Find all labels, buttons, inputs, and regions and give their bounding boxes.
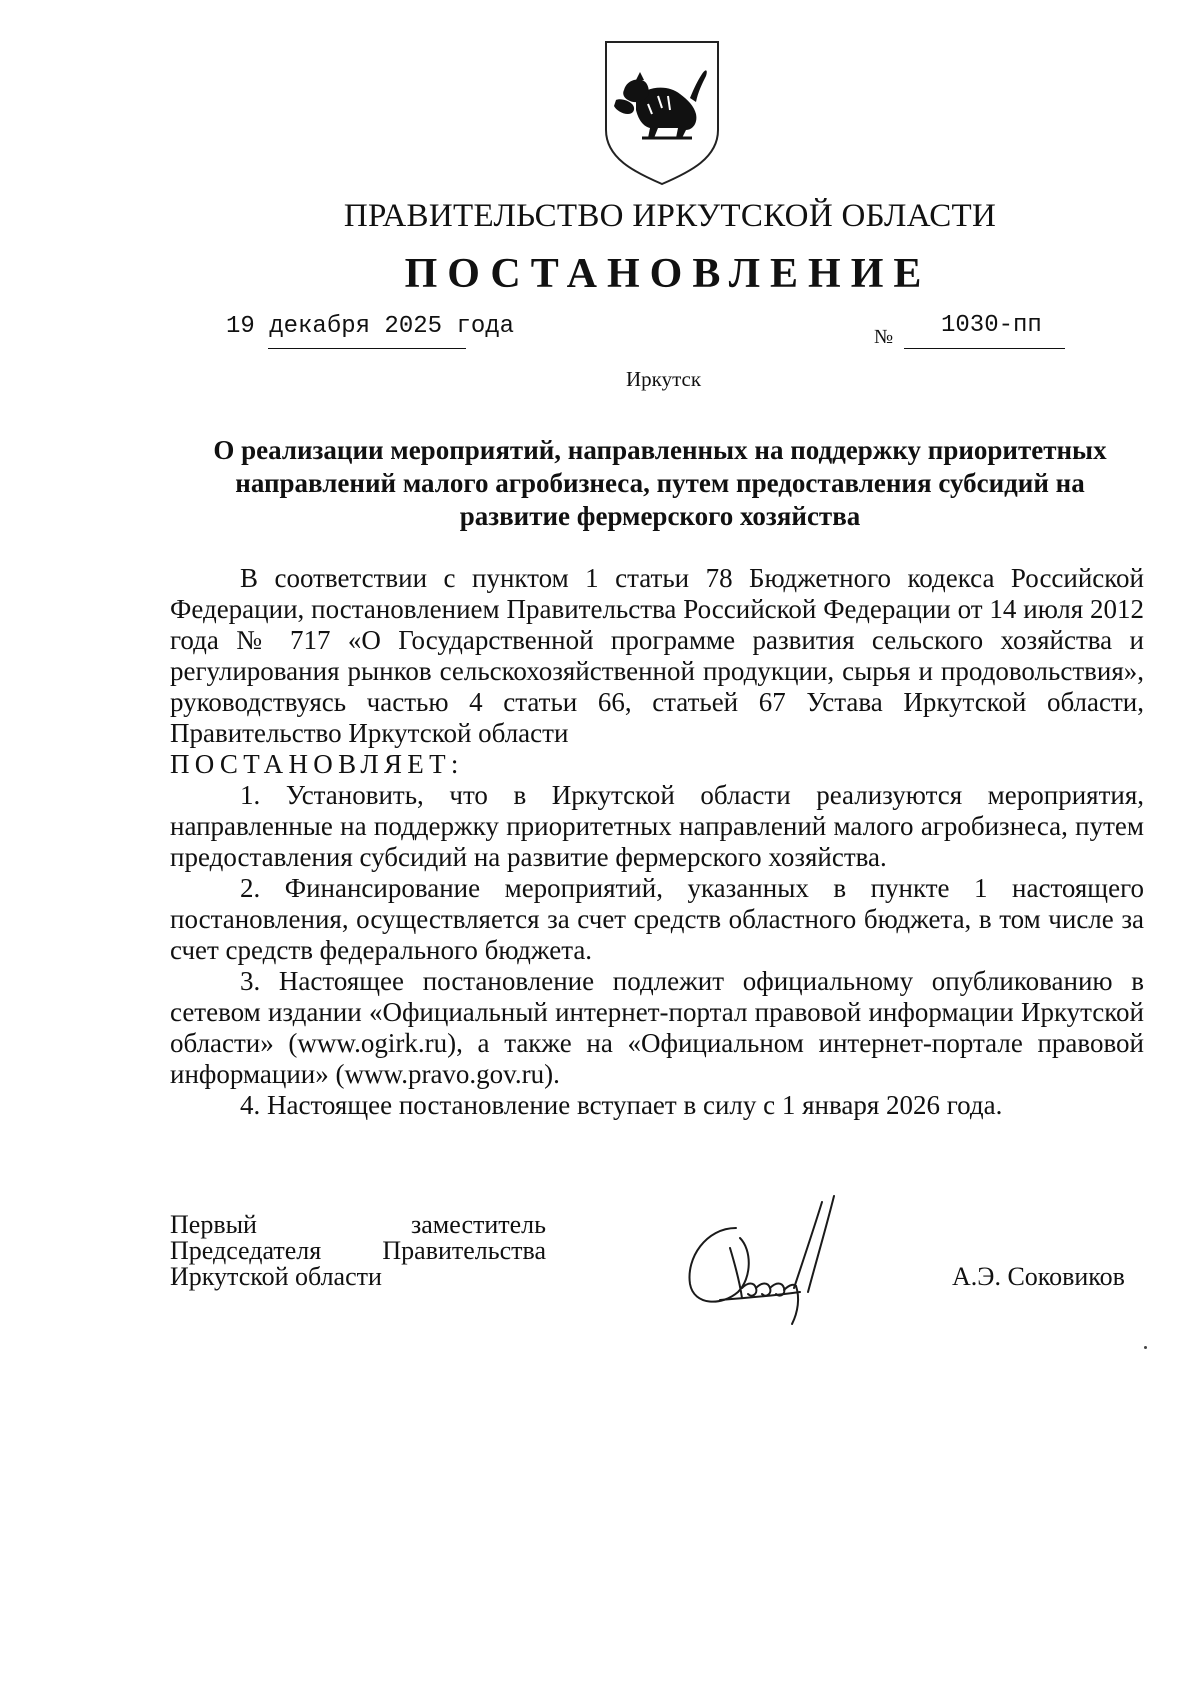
government-title: ПРАВИТЕЛЬСТВО ИРКУТСКОЙ ОБЛАСТИ [343, 198, 997, 234]
coat-of-arms-icon [602, 38, 722, 186]
clause-paragraph: 4. Настоящее постановление вступает в силу с 1 января 2026 года. [240, 1090, 1003, 1120]
document-number: 1030-пп [941, 312, 1042, 339]
position-line: Первый заместитель [170, 1210, 546, 1239]
signatory-name: А.Э. Соковиков [952, 1262, 1125, 1291]
document-date: 19 декабря 2025 года [226, 313, 515, 340]
subject-line: О реализации мероприятий, направленных на поддержку приоритетных [213, 435, 1107, 465]
city: Иркутск [626, 367, 702, 391]
document-subject [170, 434, 1150, 533]
clause-paragraph: 2. Финансирование мероприятий, указанных в пункте 1 настоящего постановления, осуществляется за счет средств областного бюджета, в том числе за счет средств федерального бюджета. [170, 873, 1144, 965]
number-underline [904, 348, 1065, 349]
number-sign: № [874, 326, 894, 348]
position-line: Председателя Правительства [170, 1236, 546, 1265]
document-type: ПОСТАНОВЛЕНИЕ [404, 251, 932, 297]
clause-paragraph: 3. Настоящее постановление подлежит официальному опубликованию в сетевом издании «Официальный интернет-портал правовой информации Иркутской области» (www.ogirk.ru), а также на «Официальном интернет-портале правовой информации» (www.pravo.gov.ru). [170, 966, 1144, 1089]
scan-speck [1144, 1346, 1147, 1349]
resolves-heading: ПОСТАНОВЛЯЕТ: [170, 749, 464, 779]
position-line: Иркутской области [170, 1262, 382, 1291]
preamble-paragraph: В соответствии с пунктом 1 статьи 78 Бюджетного кодекса Российской Федерации, постановлением Правительства Российской Федерации от 14 июля 2012 года № 717 «О Государственной программе развития сельского хозяйства и регулирования рынков сельскохозяйственной продукции, сырья и продовольствия», руководствуясь частью 4 статьи 66, статьей 67 Устава Иркутской области, Правительство Иркутской области [170, 563, 1144, 748]
subject-line: направлений малого агробизнеса, путем предоставления субсидий на [235, 468, 1085, 498]
signatory-position [170, 1212, 546, 1290]
date-underline [268, 348, 466, 349]
handwritten-signature [676, 1188, 866, 1330]
document-body [170, 563, 1144, 1121]
subject-line: развитие фермерского хозяйства [459, 501, 861, 531]
clause-paragraph: 1. Установить, что в Иркутской области реализуются мероприятия, направленные на поддержку приоритетных направлений малого агробизнеса, путем предоставления субсидий на развитие фермерского хозяйства. [170, 780, 1144, 872]
